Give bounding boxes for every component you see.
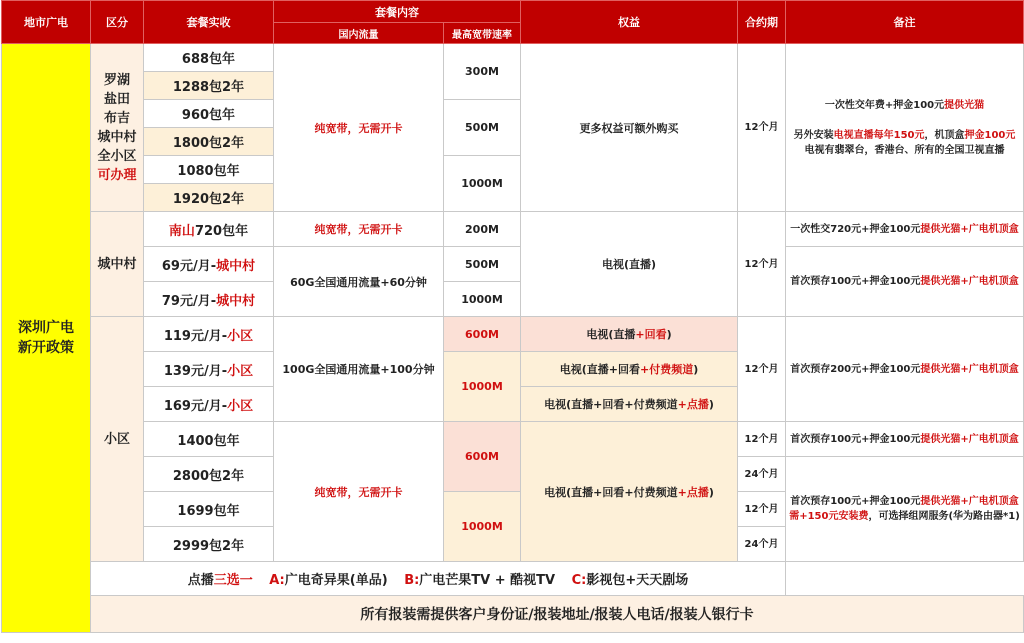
package-169-month: 169元/月-小区 <box>144 387 274 422</box>
package-1699: 1699包年 <box>144 492 274 527</box>
term-c-2800: 24个月 <box>738 457 786 492</box>
package-1920: 1920包2年 <box>144 184 274 212</box>
header-content: 套餐内容 <box>274 1 521 23</box>
benefit-c-4: 电视(直播+回看+付费频道+点播) <box>521 422 738 562</box>
term-c-1699: 12个月 <box>738 492 786 527</box>
package-139-month: 139元/月-小区 <box>144 352 274 387</box>
speed-1000m-a: 1000M <box>444 156 521 212</box>
header-benefits: 权益 <box>521 1 738 44</box>
header-term: 合约期 <box>738 1 786 44</box>
side-label: 深圳广电 新开政策 <box>2 44 91 633</box>
benefit-group-b: 电视(直播) <box>521 212 738 317</box>
package-960: 960包年 <box>144 100 274 128</box>
package-1288: 1288包2年 <box>144 72 274 100</box>
district-group-a: 罗湖 盐田 布吉 城中村 全小区 可办理 <box>91 44 144 212</box>
speed-600m-c1: 600M <box>444 317 521 352</box>
package-79-month: 79元/月-城中村 <box>144 282 274 317</box>
requirement-row: 所有报装需提供客户身份证/报装地址/报装人电话/报装人银行卡 <box>91 596 1024 633</box>
speed-1000m-c1: 1000M <box>444 352 521 422</box>
speed-300m: 300M <box>444 44 521 100</box>
speed-200m: 200M <box>444 212 521 247</box>
speed-600m-c2: 600M <box>444 422 521 492</box>
policy-table <box>1 0 1024 633</box>
package-119-month: 119元/月-小区 <box>144 317 274 352</box>
speed-500m-b: 500M <box>444 247 521 282</box>
term-group-c-1: 12个月 <box>738 317 786 422</box>
note-group-c-1: 首次预存200元+押金100元提供光猫+广电机顶盒 <box>786 317 1024 422</box>
term-group-a: 12个月 <box>738 44 786 212</box>
speed-500m: 500M <box>444 100 521 156</box>
vod-options-row: 点播三选一 A:广电奇异果(单品) B:广电芒果TV + 酷视TV C:影视包+天天剧场 <box>91 562 786 596</box>
package-1400: 1400包年 <box>144 422 274 457</box>
speed-1000m-b: 1000M <box>444 282 521 317</box>
term-group-b: 12个月 <box>738 212 786 317</box>
speed-1000m-c2: 1000M <box>444 492 521 562</box>
header-price: 套餐实收 <box>144 1 274 44</box>
package-nanshan-720: 南山720包年 <box>144 212 274 247</box>
header-city: 地市广电 <box>2 1 91 44</box>
header-speed: 最高宽带速率 <box>444 23 521 44</box>
traffic-group-a: 纯宽带，无需开卡 <box>274 44 444 212</box>
traffic-group-b-2: 60G全国通用流量+60分钟 <box>274 247 444 317</box>
benefit-group-a: 更多权益可额外购买 <box>521 44 738 212</box>
traffic-group-c-2: 纯宽带，无需开卡 <box>274 422 444 562</box>
traffic-group-c-1: 100G全国通用流量+100分钟 <box>274 317 444 422</box>
district-group-c: 小区 <box>91 317 144 562</box>
package-69-month: 69元/月-城中村 <box>144 247 274 282</box>
header-traffic: 国内流量 <box>274 23 444 44</box>
term-c-1400: 12个月 <box>738 422 786 457</box>
package-688: 688包年 <box>144 44 274 72</box>
note-group-b-1: 一次性交720元+押金100元提供光猫+广电机顶盒 <box>786 212 1024 247</box>
note-group-c-2: 首次预存100元+押金100元提供光猫+广电机顶盒 <box>786 422 1024 457</box>
benefit-c-2: 电视(直播+回看+付费频道) <box>521 352 738 387</box>
package-2800: 2800包2年 <box>144 457 274 492</box>
note-group-b-2: 首次预存100元+押金100元提供光猫+广电机顶盒 <box>786 247 1024 317</box>
benefit-c-3: 电视(直播+回看+付费频道+点播) <box>521 387 738 422</box>
term-c-2999: 24个月 <box>738 527 786 562</box>
traffic-group-b-1: 纯宽带，无需开卡 <box>274 212 444 247</box>
header-district: 区分 <box>91 1 144 44</box>
package-1080: 1080包年 <box>144 156 274 184</box>
note-group-c-3: 首次预存100元+押金100元提供光猫+广电机顶盒 需+150元安装费，可选择组网服务(华为路由器*1) <box>786 457 1024 562</box>
header-notes: 备注 <box>786 1 1024 44</box>
benefit-c-1: 电视(直播+回看) <box>521 317 738 352</box>
package-1800: 1800包2年 <box>144 128 274 156</box>
district-group-b: 城中村 <box>91 212 144 317</box>
package-2999: 2999包2年 <box>144 527 274 562</box>
note-group-a: 一次性交年费+押金100元提供光猫 另外安装电视直播每年150元，机顶盒押金100元 电视有翡翠台，香港台、所有的全国卫视直播 <box>786 44 1024 212</box>
